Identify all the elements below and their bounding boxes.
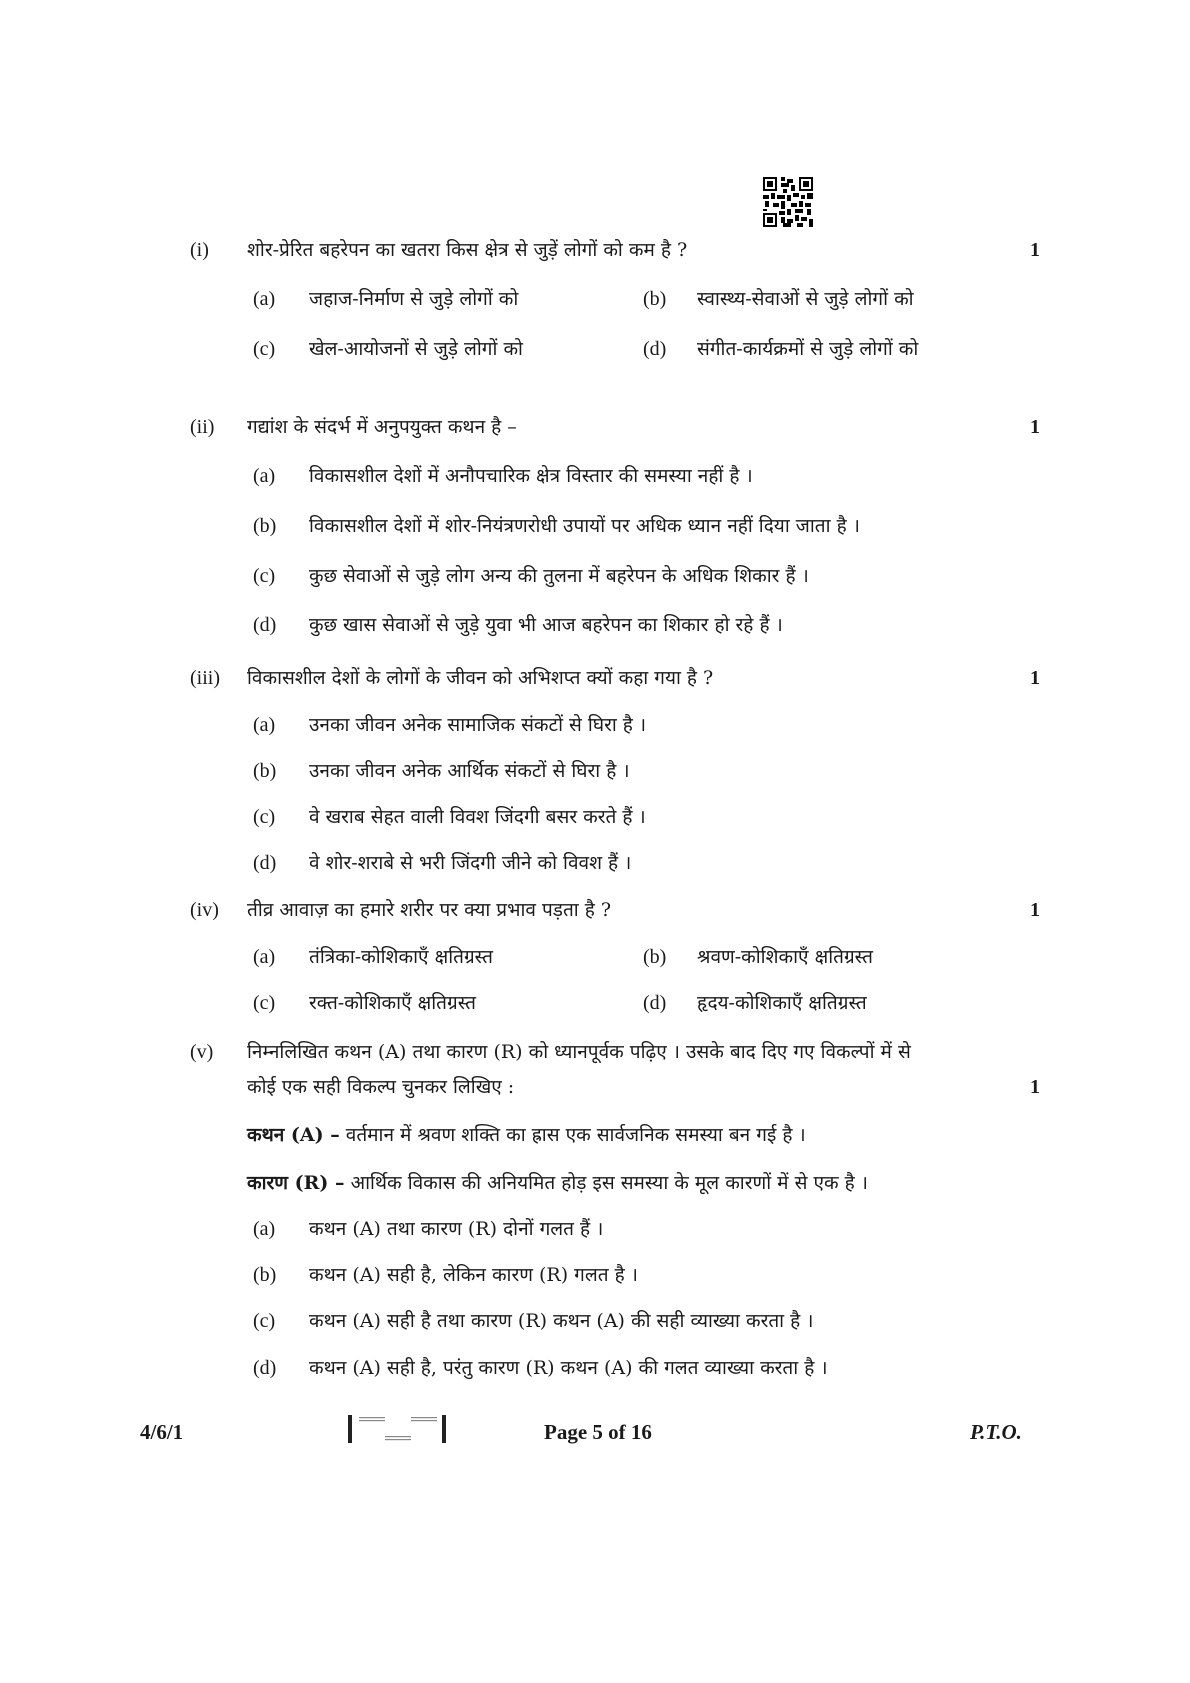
option-text: कथन (A) सही है, परंतु कारण (R) कथन (A) की गलत व्याख्या करता है । [309, 1357, 828, 1379]
question-marks: 1 [1030, 1076, 1040, 1098]
option-text: उनका जीवन अनेक सामाजिक संकटों से घिरा है । [309, 714, 647, 736]
assertion [247, 1122, 806, 1148]
question-marks: 1 [1030, 667, 1040, 689]
option-text: विकासशील देशों में अनौपचारिक क्षेत्र विस्तार की समस्या नहीं है । [309, 465, 753, 487]
assertion-text: वर्तमान में श्रवण शक्ति का ह्रास एक सार्वजनिक समस्या बन गई है । [345, 1124, 806, 1146]
option-text: रक्त-कोशिकाएँ क्षतिग्रस्त [309, 992, 476, 1014]
option-label: (d) [643, 338, 667, 360]
option-text: हृदय-कोशिकाएँ क्षतिग्रस्त [697, 992, 867, 1014]
question-number: (i) [190, 239, 209, 261]
question-text: तीव्र आवाज़ का हमारे शरीर पर क्या प्रभाव पड़ता है ? [247, 899, 612, 921]
option-label: (c) [253, 565, 276, 587]
option-label: (d) [253, 614, 277, 636]
barcode-icon [348, 1413, 448, 1445]
option-label: (d) [643, 992, 667, 1014]
option-label: (b) [253, 760, 277, 782]
option-label: (a) [253, 465, 276, 487]
option-text: वे खराब सेहत वाली विवश जिंदगी बसर करते हैं । [309, 806, 646, 828]
question-number: (v) [190, 1041, 214, 1063]
question-text: विकासशील देशों के लोगों के जीवन को अभिशप्त क्यों कहा गया है ? [247, 667, 714, 689]
option-label: (d) [253, 1357, 277, 1379]
assertion-label: कथन (A) – [247, 1124, 340, 1146]
paper-code: 4/6/1 [140, 1420, 184, 1444]
option-label: (c) [253, 338, 276, 360]
question-text-line-1: निम्नलिखित कथन (A) तथा कारण (R) को ध्यानपूर्वक पढ़िए । उसके बाद दिए गए विकल्पों में से [247, 1041, 911, 1063]
option-text: श्रवण-कोशिकाएँ क्षतिग्रस्त [697, 946, 873, 968]
option-label: (a) [253, 714, 276, 736]
option-label: (a) [253, 1218, 276, 1240]
question-number: (iii) [190, 667, 220, 689]
option-text: कथन (A) तथा कारण (R) दोनों गलत हैं । [309, 1218, 604, 1240]
question-text-line-2: कोई एक सही विकल्प चुनकर लिखिए : [247, 1076, 515, 1098]
option-label: (c) [253, 992, 276, 1014]
question-number: (ii) [190, 416, 215, 438]
question-marks: 1 [1030, 416, 1040, 438]
option-label: (b) [253, 1264, 277, 1286]
option-text: उनका जीवन अनेक आर्थिक संकटों से घिरा है । [309, 760, 630, 782]
reason-label: कारण (R) – [247, 1172, 345, 1194]
option-text: जहाज-निर्माण से जुड़े लोगों को [309, 288, 519, 310]
page-number: Page 5 of 16 [544, 1420, 652, 1444]
option-text: स्वास्थ्य-सेवाओं से जुड़े लोगों को [697, 288, 914, 310]
option-text: कुछ खास सेवाओं से जुड़े युवा भी आज बहरेपन का शिकार हो रहे हैं । [309, 614, 783, 636]
question-marks: 1 [1030, 899, 1040, 921]
question-text: शोर-प्रेरित बहरेपन का खतरा किस क्षेत्र से जुड़ें लोगों को कम है ? [247, 239, 688, 261]
option-label: (b) [253, 515, 277, 537]
option-text: तंत्रिका-कोशिकाएँ क्षतिग्रस्त [309, 946, 493, 968]
option-text: कुछ सेवाओं से जुड़े लोग अन्य की तुलना में बहरेपन के अधिक शिकार हैं । [309, 565, 809, 587]
reason-text: आर्थिक विकास की अनियमित होड़ इस समस्या के मूल कारणों में से एक है । [350, 1172, 868, 1194]
option-text: खेल-आयोजनों से जुड़े लोगों को [309, 338, 523, 360]
please-turn-over: P.T.O. [970, 1420, 1022, 1444]
qr-code-icon [763, 177, 813, 227]
option-label: (c) [253, 1310, 276, 1332]
option-label: (a) [253, 288, 276, 310]
option-text: विकासशील देशों में शोर-नियंत्रणरोधी उपायों पर अधिक ध्यान नहीं दिया जाता है । [309, 515, 860, 537]
option-label: (a) [253, 946, 276, 968]
option-label: (c) [253, 806, 276, 828]
question-marks: 1 [1030, 239, 1040, 261]
question-number: (iv) [190, 899, 219, 921]
question-text: गद्यांश के संदर्भ में अनुपयुक्त कथन है – [247, 416, 517, 438]
reason [247, 1170, 868, 1196]
option-label: (b) [643, 288, 667, 310]
option-text: कथन (A) सही है, लेकिन कारण (R) गलत है । [309, 1264, 638, 1286]
option-text: कथन (A) सही है तथा कारण (R) कथन (A) की सही व्याख्या करता है । [309, 1310, 814, 1332]
option-label: (b) [643, 946, 667, 968]
option-label: (d) [253, 852, 277, 874]
option-text: वे शोर-शराबे से भरी जिंदगी जीने को विवश हैं । [309, 852, 632, 874]
option-text: संगीत-कार्यक्रमों से जुड़े लोगों को [697, 338, 919, 360]
